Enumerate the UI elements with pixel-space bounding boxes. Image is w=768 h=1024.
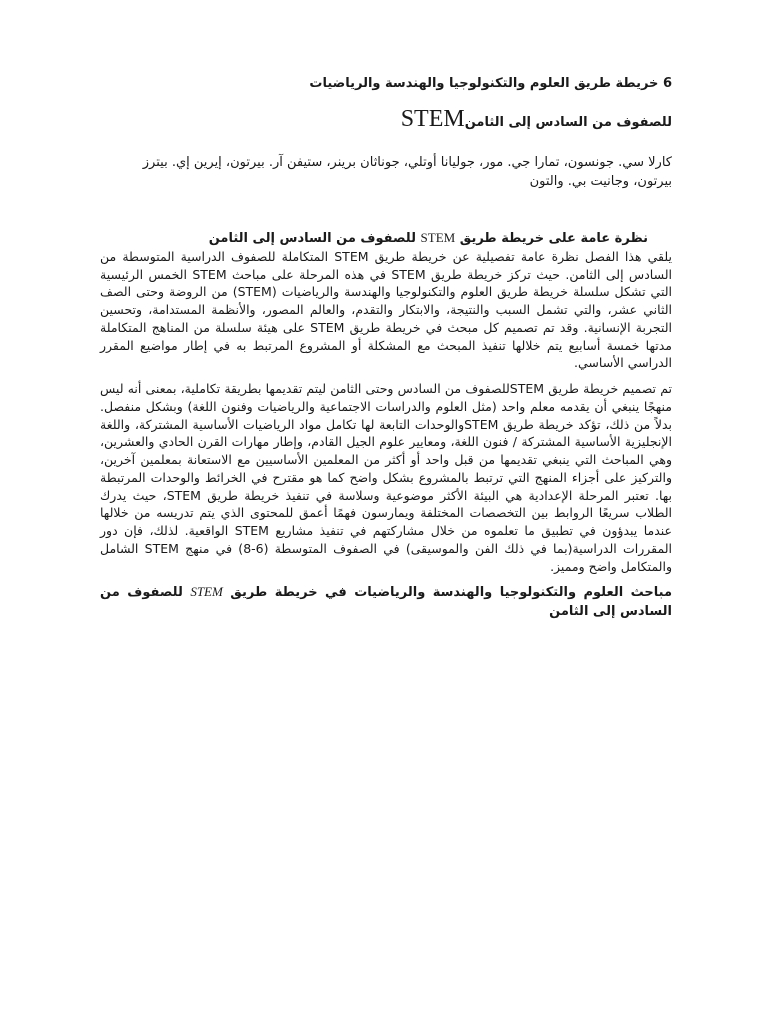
section-heading-part-a: نظرة عامة على خريطة طريق	[459, 231, 648, 247]
section-heading-topics	[100, 583, 672, 620]
authors-line: كارلا سي. جونسون، تمارا جي. مور، جوليانا أوتلي، جوناثان برينر، ستيفن آر. بيرتون، إيرين إي. بيترز بيرتون، وجانيت بي. والتون	[142, 154, 672, 189]
chapter-title: 6 خريطة طريق العلوم والتكنولوجيا والهندسة والرياضيات	[309, 76, 672, 91]
final-heading-part-a: مباحث العلوم والتكنولوجيا والهندسة والرياضيات في خريطة طريق	[230, 585, 672, 601]
section-heading-overview	[100, 229, 672, 248]
section-heading-latin: STEM	[420, 230, 456, 246]
chapter-subtitle	[100, 105, 672, 134]
subtitle-latin: STEM	[400, 105, 465, 132]
paragraph-integration: تم تصميم خريطة طريق STEMللصفوف من السادس وحتى الثامن ليتم تقديمها بطريقة تكاملية، بمعنى أنه ليس منهجًا ينبغي أن يقدمه معلم واحد (مثل العلوم والدراسات الاجتماعية والرياضيات وفنون اللغة) وبشكل منفصل. بدلاً من ذلك، تؤكد خريطة طريق STEMوالوحدات التابعة لها تكامل مواد الرياضيات الأساسية المشتركة، واللغة الإنجليزية الأساسية المشتركة / فنون اللغة، ومعايير علوم الجيل القادم، وإطار مهارات القرن الحادي والعشرين، وهي المباحث التي ينبغي تقديمها من قبل واحد أو أكثر من المعلمين الأساسيين مع الاستعانة بمعلمين آخرين، والتركيز على أجزاء المنهج التي ترتبط بالمشروع بشكل واضح كما هو مقترح في الخرائط والوحدات المرتبطة بها. تعتبر المرحلة الإعدادية هي البيئة الأكثر موضوعية وسلاسة في تنفيذ خريطة طريق STEM، حيث يدرك الطلاب سريعًا الروابط بين التخصصات المختلفة ويمارسون فهمًا أعمق للمحتوى الذي يتم تدريسه من خلالها عندما يبدؤون في تطبيق ما تعلموه من خلال مشاركتهم في تنفيذ مشاريع STEM الواقعية. لذلك، فإن دور المقررات الدراسية(بما في ذلك الفن والموسيقى) في الصفوف المتوسطة (6-8) في منهج STEM الشامل والمتكامل واضح ومميز.	[100, 381, 672, 574]
final-heading-latin: STEM	[190, 584, 223, 600]
paragraph-overview: يلقي هذا الفصل نظرة عامة تفصيلية عن خريطة طريق STEM المتكاملة للصفوف الدراسية المتوسطة من السادس إلى الثامن. حيث تركز خريطة طريق STEM في هذه المرحلة على مباحث STEM الخمس الرئيسية التي تشكل سلسلة خريطة طريق العلوم والتكنولوجيا والهندسة والرياضيات (STEM) من الروضة وحتى الصف الثاني عشر، والتي تشمل السبب والنتيجة، والابتكار والتقدم، والعالم المصور، والأنظمة المستدامة، وتحسين التجربة الإنسانية. وقد تم تصميم كل مبحث في خريطة طريق STEM على هيئة سلسلة من المناهج المتكاملة مدتها خمسة أسابيع يتم خلالها تنفيذ المبحث مع المشكلة أو المشروع المرتبط به في إطار مواضيع المقرر الدراسي الأساسي.	[100, 248, 673, 371]
section-heading-part-b: للصفوف من السادس إلى الثامن	[208, 231, 416, 247]
subtitle-arabic: للصفوف من السادس إلى الثامن	[464, 114, 672, 130]
final-heading-part-b: للصفوف من السادس إلى الثامن	[100, 585, 672, 619]
